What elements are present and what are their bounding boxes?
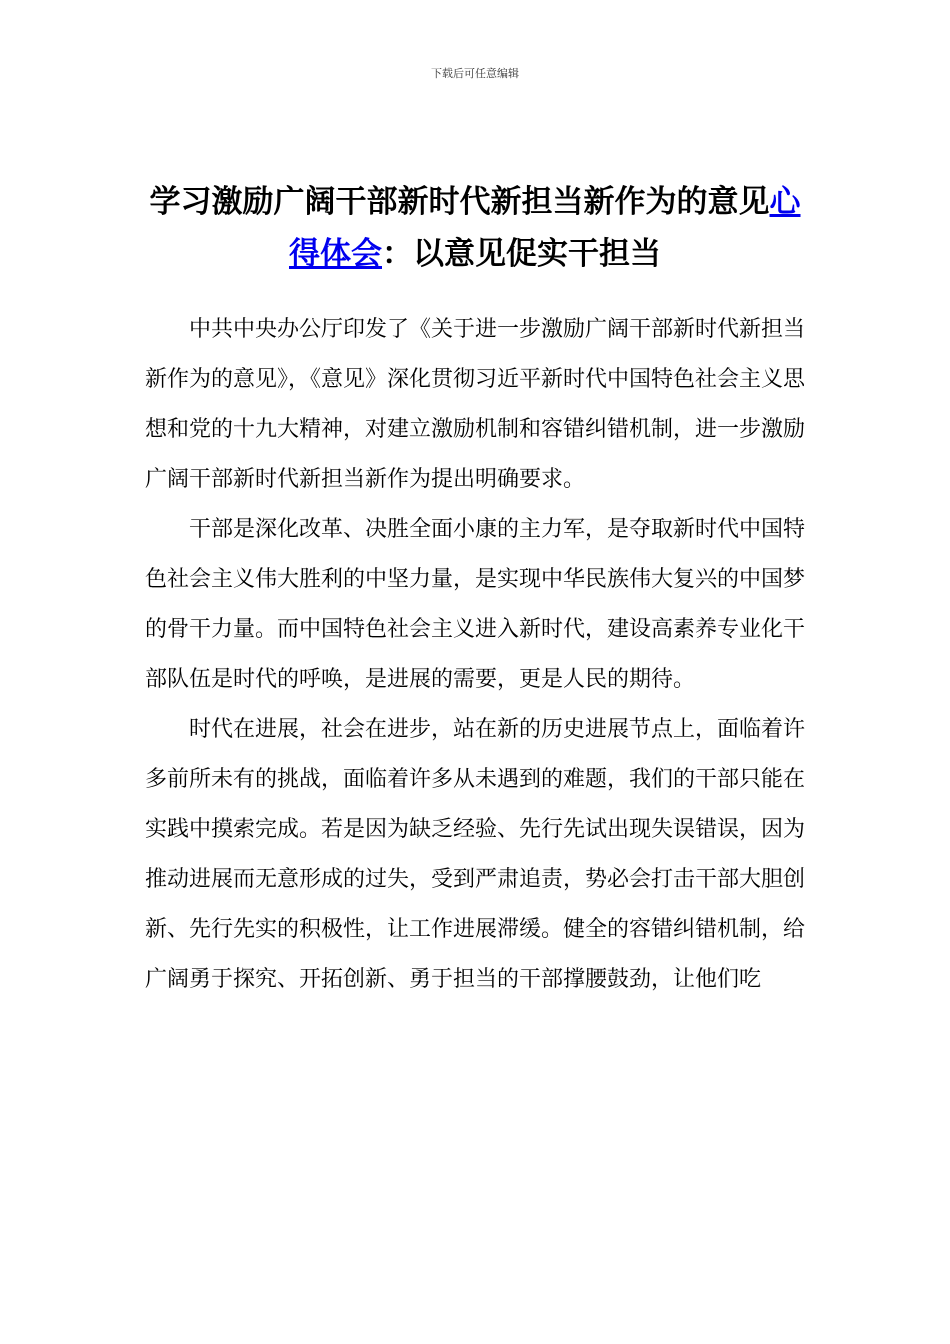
title-text-part2: ：以意见促实干担当 [382,236,661,272]
title-link-xinde-tihui[interactable]: 心得体会 [289,184,801,272]
paragraph-3: 时代在进展，社会在进步，站在新的历史进展节点上，面临着许多前所未有的挑战，面临着许多从未遇到的难题，我们的干部只能在实践中摸索完成。若是因为缺乏经验、先行先试出现失误错误，因为推动进展而无意形成的过失，受到严肃追责，势必会打击干部大胆创新、先行先实的积极性，让工作进展滞缓。健全的容错纠错机制，给广阔勇于探究、开拓创新、勇于担当的干部撑腰鼓劲，让他们吃 [145,717,806,992]
paragraph-1: 中共中央办公厅印发了《关于进一步激励广阔干部新时代新担当新作为的意见》，《意见》深化贯彻习近平新时代中国特色社会主义思想和党的十九大精神，对建立激励机制和容错纠错机制，进一步激励广阔干部新时代新担当新作为提出明确要求。 [145,317,806,492]
document-title [145,176,805,280]
paragraph-2: 干部是深化改革、决胜全面小康的主力军，是夺取新时代中国特色社会主义伟大胜利的中坚力量，是实现中华民族伟大复兴的中国梦的骨干力量。而中国特色社会主义进入新时代，建设高素养专业化干部队伍是时代的呼唤，是进展的需要，更是人民的期待。 [145,517,806,692]
page-header-note: 下载后可任意编辑 [431,67,519,80]
title-text-part1: 学习激励广阔干部新时代新担当新作为的意见 [149,184,770,220]
document-body [145,305,805,1005]
